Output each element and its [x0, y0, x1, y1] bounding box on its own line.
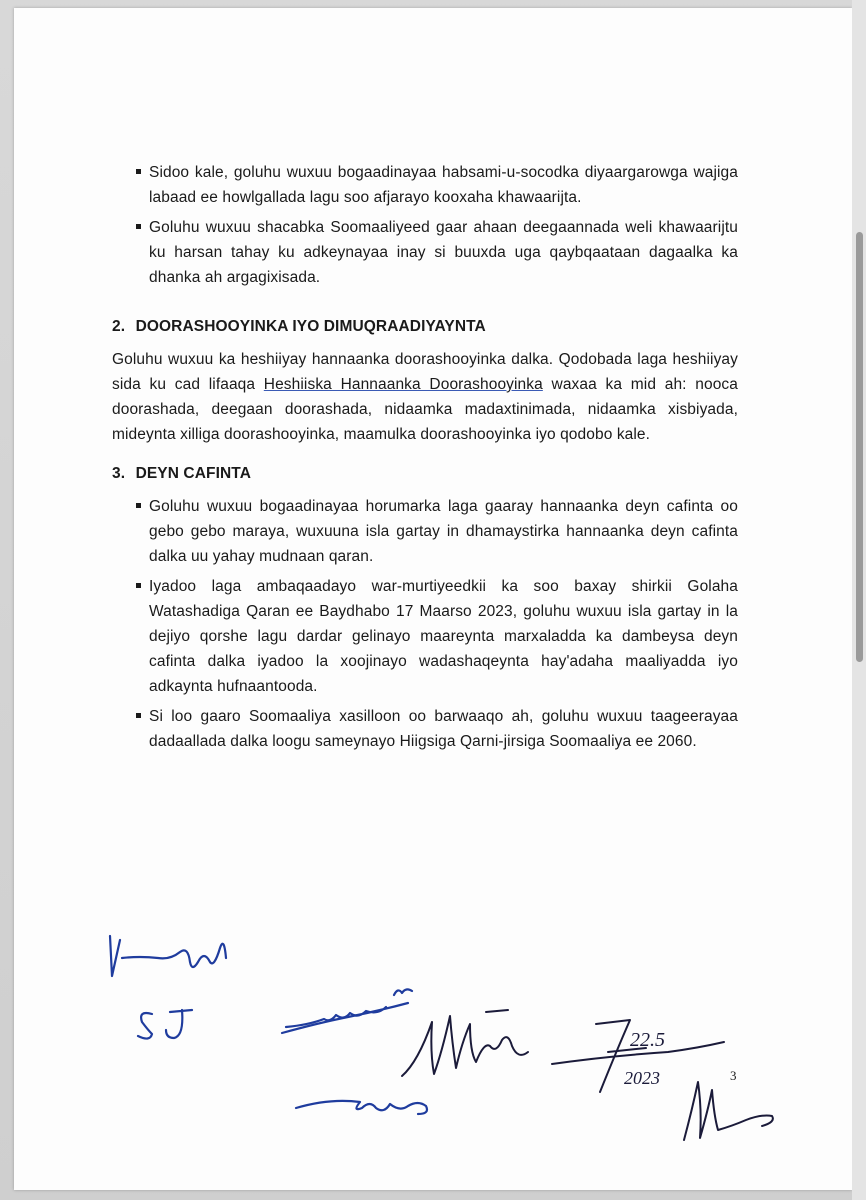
bullet-text: Sidoo kale, goluhu wuxuu bogaadinayaa habsami-u-socodka diyaargarowga wajiga labaad ee howlgallada lagu soo afjarayo kooxaha khawaarijta.	[149, 164, 738, 206]
list-item	[112, 215, 738, 290]
page-content	[112, 160, 738, 759]
bullet-text: Goluhu wuxuu bogaadinayaa horumarka laga gaaray hannaanka deyn cafinta oo gebo gebo maraya, wuxuuna isla gartay in dhamaystirka hannaanka deyn cafinta dalka uu yahay mudnaan qaran.	[149, 498, 738, 565]
section-title: DEYN CAFINTA	[135, 465, 251, 482]
signature-initials	[130, 1000, 210, 1045]
section1-bullet-list	[112, 160, 738, 290]
section2-paragraph	[112, 347, 738, 447]
square-bullet-icon	[136, 503, 141, 508]
list-item	[112, 160, 738, 210]
list-item	[112, 704, 738, 754]
signature-3	[290, 1082, 450, 1122]
signature-date-top: 22.5	[630, 1029, 665, 1051]
section-heading-debt-relief	[112, 461, 738, 486]
paragraph-text: Goluhu wuxuu ka heshiiyay hannaanka doorashooyinka dalka. Qodobada laga heshiiyay sida ku cad lifaaqa	[112, 351, 738, 393]
square-bullet-icon	[136, 224, 141, 229]
signature-1	[100, 928, 250, 988]
bullet-text: Goluhu wuxuu shacabka Soomaaliyeed gaar ahaan deegaannada weli khawaarijtu ku harsan tahay ku adkeynayaa inay si buuxda uga qaybqaataan dagaalka ka dhanka ah argagixisada.	[149, 219, 738, 286]
scrollbar[interactable]	[852, 0, 866, 1200]
section-heading-elections	[112, 314, 738, 339]
bullet-text: Iyadoo laga ambaqaadayo war-murtiyeedkii ka soo baxay shirkii Golaha Watashadiga Qaran ee Baydhabo 17 Maarso 2023, goluhu wuxuu isla gartay in la dejiyo qorshe lagu dardar gelinayo maareynta marxaladda ka dambeysa deyn cafinta dalka iyadoo la xoojinayo wadashaqeynta hay'adaha maaliyadda iyo adkaynta hufnaantooda.	[149, 578, 738, 695]
list-item	[112, 494, 738, 569]
section-title: DOORASHOOYINKA IYO DIMUQRAADIYAYNTA	[135, 318, 486, 335]
signature-date-year: 2023	[624, 1068, 660, 1088]
scrollbar-thumb[interactable]	[856, 232, 863, 662]
square-bullet-icon	[136, 583, 141, 588]
section-number: 2.	[112, 318, 126, 335]
square-bullet-icon	[136, 713, 141, 718]
section3-bullet-list	[112, 494, 738, 754]
bullet-text: Si loo gaaro Soomaaliya xasilloon oo barwaaqo ah, goluhu wuxuu taageerayaa dadaallada dalka loogu sameynayo Hiigsiga Qarni-jirsiga Soomaaliya ee 2060.	[149, 708, 738, 750]
list-item	[112, 574, 738, 699]
page-number: 3	[730, 1068, 737, 1083]
signature-6	[672, 1070, 782, 1150]
paragraph-text: waxaa ka mid ah: nooca doorashada, deegaan doorashada, nidaamka madaxtinimada, nidaamka xisbiyada, mideynta xilliga doorashooyinka, maamulka doorashooyinka iyo qodobo kale.	[112, 376, 738, 443]
annex-link[interactable]: Heshiiska Hannaanka Doorashooyinka	[263, 376, 543, 393]
square-bullet-icon	[136, 169, 141, 174]
signature-4	[398, 1002, 538, 1082]
section-number: 3.	[112, 465, 126, 482]
